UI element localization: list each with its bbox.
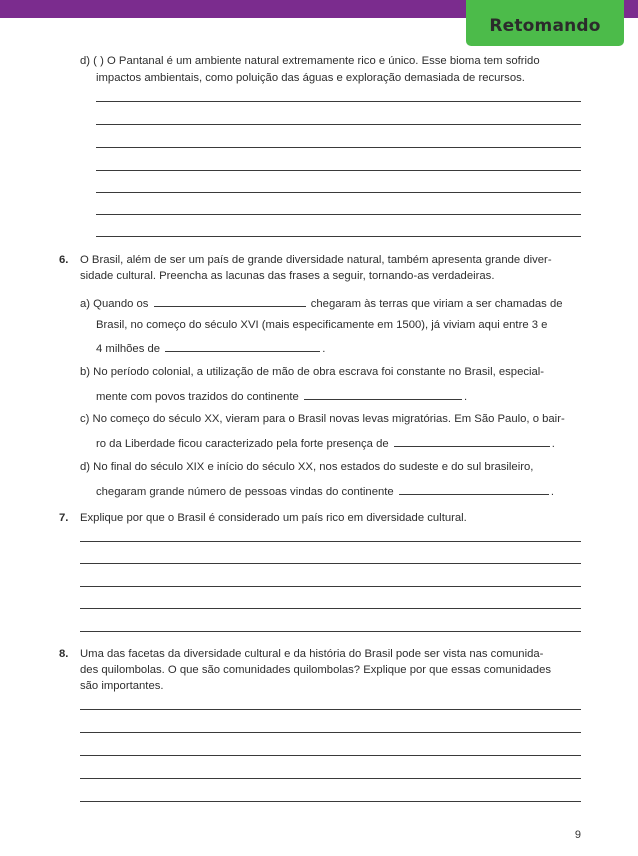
- answer-line[interactable]: [80, 778, 581, 779]
- section-tab: [466, 0, 624, 46]
- item-d-line-1: d) ( ) O Pantanal é um ambiente natural extremamente rico e único. Esse bioma tem sofrido: [80, 55, 540, 67]
- answer-line[interactable]: [80, 709, 581, 710]
- item-6d-line-1: d) No final do século XIX e início do século XX, nos estados do sudeste e do sul brasileiro,: [80, 461, 534, 473]
- answer-line[interactable]: [80, 563, 581, 564]
- answer-line[interactable]: [80, 608, 581, 609]
- item-6d-text-1: chegaram grande número de pessoas vindas do continente: [96, 486, 394, 498]
- question-8-line-3: são importantes.: [80, 680, 164, 692]
- fill-blank[interactable]: [154, 296, 306, 307]
- item-d-line-2: impactos ambientais, como poluição das águas e exploração demasiada de recursos.: [96, 72, 525, 84]
- answer-line[interactable]: [80, 732, 581, 733]
- section-tab-label: Retomando: [489, 16, 601, 36]
- item-6a-text-1: a) Quando os: [80, 298, 149, 310]
- answer-line[interactable]: [80, 801, 581, 802]
- item-6b-line-1: b) No período colonial, a utilização de mão de obra escrava foi constante no Brasil, especial-: [80, 366, 545, 378]
- item-6a-text-2: chegaram às terras que viriam a ser chamadas de: [310, 298, 563, 310]
- answer-line[interactable]: [80, 541, 581, 542]
- item-6a-text-3: 4 milhões de: [96, 343, 161, 355]
- item-6a-text-4: .: [322, 343, 326, 355]
- answer-line[interactable]: [96, 214, 581, 215]
- fill-blank[interactable]: [165, 341, 320, 352]
- question-8-line-1: Uma das facetas da diversidade cultural e da história do Brasil pode ser vista nas comunida-: [80, 648, 544, 660]
- answer-line[interactable]: [96, 147, 581, 148]
- item-6c-line-2: [96, 436, 555, 450]
- question-6-line-1: O Brasil, além de ser um país de grande diversidade natural, também apresenta grande diver-: [80, 254, 552, 266]
- item-6d-line-2: [96, 484, 554, 498]
- item-6c-line-1: c) No começo do século XX, vieram para o Brasil novas levas migratórias. Em São Paulo, o bair-: [80, 413, 565, 425]
- fill-blank[interactable]: [394, 436, 550, 447]
- question-6-number: 6.: [59, 254, 69, 266]
- item-6c-text-2: .: [551, 438, 555, 450]
- answer-line[interactable]: [96, 124, 581, 125]
- answer-line[interactable]: [96, 192, 581, 193]
- question-8-number: 8.: [59, 648, 69, 660]
- question-6-line-2: sidade cultural. Preencha as lacunas das frases a seguir, tornando-as verdadeiras.: [80, 270, 495, 282]
- item-6d-text-2: .: [550, 486, 554, 498]
- item-6b-line-2: [96, 389, 467, 403]
- item-6c-text-1: ro da Liberdade ficou caracterizado pela forte presença de: [96, 438, 389, 450]
- item-6b-text-1: mente com povos trazidos do continente: [96, 391, 299, 403]
- item-6b-text-2: .: [463, 391, 468, 403]
- page-number: 9: [574, 829, 581, 841]
- answer-line[interactable]: [80, 631, 581, 632]
- question-7-number: 7.: [59, 512, 69, 524]
- question-8-line-2: des quilombolas. O que são comunidades quilombolas? Explique por que essas comunidades: [80, 664, 551, 676]
- question-7-text: Explique por que o Brasil é considerado um país rico em diversidade cultural.: [80, 512, 467, 524]
- item-6a-line-3: [96, 341, 325, 355]
- answer-line[interactable]: [80, 586, 581, 587]
- item-6a-line-2: Brasil, no começo do século XVI (mais especificamente em 1500), já viviam aqui entre 3 e: [96, 319, 548, 331]
- item-6a-line-1: [80, 296, 563, 310]
- answer-line[interactable]: [96, 101, 581, 102]
- answer-line[interactable]: [96, 170, 581, 171]
- fill-blank[interactable]: [399, 484, 549, 495]
- fill-blank[interactable]: [304, 389, 462, 400]
- answer-line[interactable]: [96, 236, 581, 237]
- answer-line[interactable]: [80, 755, 581, 756]
